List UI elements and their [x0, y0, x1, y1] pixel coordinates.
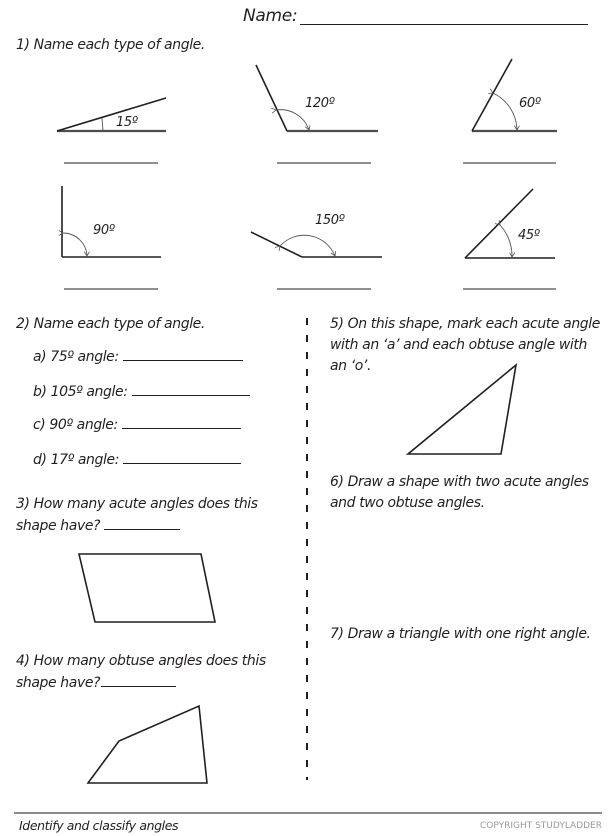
q2-answer-d[interactable]: [123, 449, 241, 464]
q3-prompt-line2: [16, 515, 180, 537]
q6-prompt-line2: and two obtuse angles.: [330, 495, 485, 511]
q5-prompt-line1: 5) On this shape, mark each acute angle: [330, 316, 600, 332]
q2-item-b-label: b) 105º angle:: [33, 384, 128, 400]
angle-150-figure: [251, 232, 382, 289]
q7-drawing-area[interactable]: [325, 652, 600, 792]
q2-item-c: [33, 414, 241, 436]
angle-label-90: 90º: [93, 223, 115, 238]
angle-label-15: 15º: [116, 115, 138, 130]
q4-prompt-line1: 4) How many obtuse angles does this: [16, 653, 266, 669]
q4-quadrilateral: [88, 706, 207, 783]
column-divider: [306, 318, 308, 780]
angle-label-45: 45º: [518, 228, 540, 243]
q7-prompt: 7) Draw a triangle with one right angle.: [330, 626, 591, 642]
q5-prompt-line2: with an ‘a’ and each obtuse angle with: [330, 337, 587, 353]
q2-item-a: [33, 346, 243, 368]
q4-prompt-line2: [16, 672, 176, 694]
q6-prompt-line1: 6) Draw a shape with two acute angles: [330, 474, 589, 490]
q2-item-a-label: a) 75º angle:: [33, 349, 119, 365]
footer-rule: [14, 812, 602, 814]
q1-prompt: 1) Name each type of angle.: [16, 37, 205, 53]
q2-answer-c[interactable]: [122, 414, 241, 429]
angle-label-60: 60º: [519, 96, 541, 111]
q5-triangle: [408, 365, 516, 454]
q5-prompt-line3: an ‘o’.: [330, 358, 372, 374]
q2-item-b: [33, 381, 250, 403]
q2-item-d: [33, 449, 241, 471]
angle-45-figure: [463, 189, 556, 289]
angle-label-150: 150º: [315, 213, 345, 228]
name-label-text: Name:: [243, 6, 298, 26]
footer-copyright: COPYRIGHT STUDYLADDER: [479, 821, 602, 831]
q3-prompt-line2-text: shape have?: [16, 518, 101, 534]
angle-120-figure: [256, 65, 378, 163]
q3-parallelogram: [79, 554, 215, 622]
angle-15-figure: [57, 98, 166, 163]
q2-item-d-label: d) 17º angle:: [33, 452, 120, 468]
q3-answer[interactable]: [104, 515, 180, 530]
angle-60-figure: [463, 59, 557, 163]
q4-prompt-line2-text: shape have?: [16, 675, 101, 691]
q3-prompt-line1: 3) How many acute angles does this: [16, 496, 258, 512]
footer-title: Identify and classify angles: [19, 818, 179, 833]
q2-answer-a[interactable]: [123, 346, 243, 361]
q2-prompt: 2) Name each type of angle.: [16, 316, 205, 332]
q6-drawing-area[interactable]: [325, 520, 600, 620]
angle-label-120: 120º: [305, 96, 335, 111]
q2-answer-b[interactable]: [132, 381, 250, 396]
q4-answer[interactable]: [101, 672, 176, 687]
q2-item-c-label: c) 90º angle:: [33, 417, 118, 433]
